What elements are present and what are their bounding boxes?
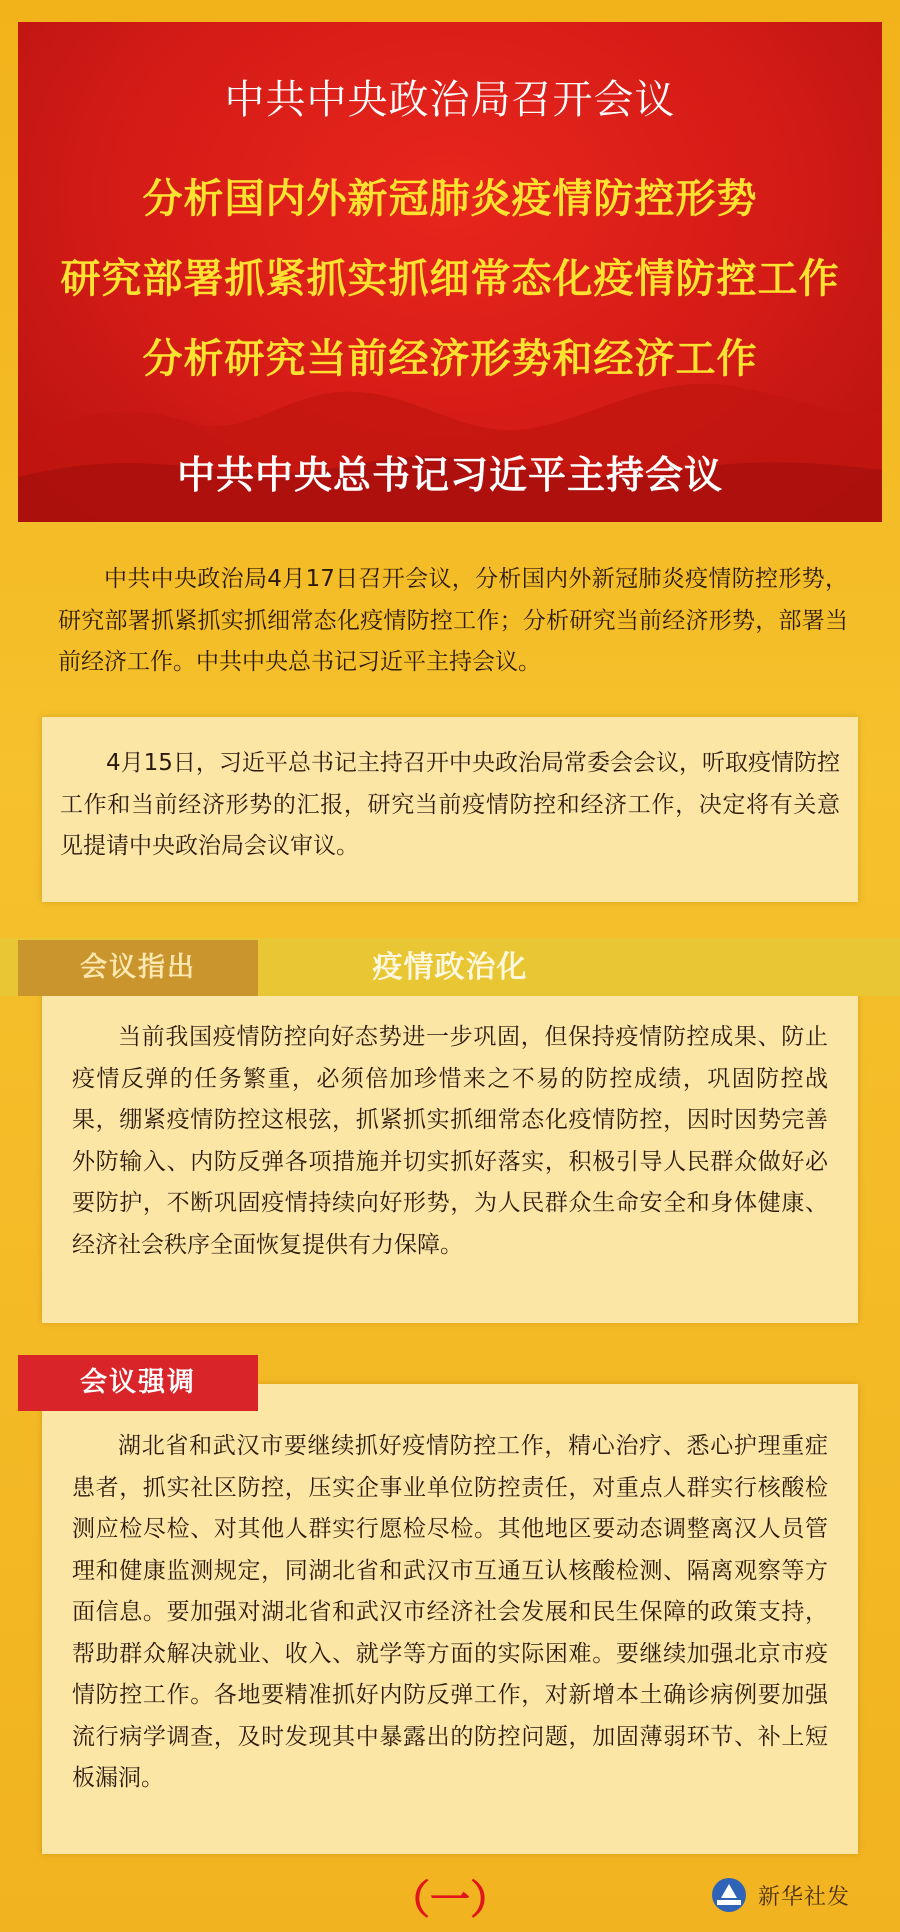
xinhua-logo-icon [712, 1878, 746, 1912]
section1-tab: 会议指出 [18, 940, 258, 996]
headline-line-3: 分析研究当前经济形势和经济工作 [142, 336, 758, 382]
intro-paragraph: 中共中央政治局4月17日召开会议，分析国内外新冠肺炎疫情防控形势，研究部署抓紧抓实抓细常态化疫情防控工作；分析研究当前经济形势，部署当前经济工作。中共中央总书记习近平主持会议。 [58, 566, 848, 675]
standing-committee-panel [42, 717, 858, 902]
headline-line-2: 研究部署抓紧抓实抓细常态化疫情防控工作 [60, 256, 840, 302]
standing-committee-text: 4月15日，习近平总书记主持召开中央政治局常委会会议，听取疫情防控工作和当前经济形势的汇报，研究当前疫情防控和经济工作，决定将有关意见提请中央政治局会议审议。 [60, 750, 840, 859]
brand-name: 新华社发 [757, 1884, 850, 1910]
section2-tab: 会议强调 [18, 1355, 258, 1411]
header-banner [18, 22, 882, 522]
section1-title: 疫情政治化 [372, 950, 528, 985]
section1-body: 当前我国疫情防控向好态势进一步巩固，但保持疫情防控成果、防止疫情反弹的任务繁重，必须倍加珍惜来之不易的防控成绩，巩固防控战果，绷紧疫情防控这根弦，抓紧抓实抓细常态化疫情防控，因时因势完善外防输入、内防反弹各项措施并切实抓好落实，积极引导人民群众做好必要防护，不断巩固疫情持续向好形势，为人民群众生命安全和身体健康、经济社会秩序全面恢复提供有力保障。 [72, 1024, 828, 1258]
section1-panel [42, 968, 858, 1323]
section2-panel [42, 1384, 858, 1854]
header-subtitle: 中共中央总书记习近平主持会议 [176, 453, 723, 497]
header-top-title: 中共中央政治局召开会议 [224, 77, 676, 123]
headline-line-1: 分析国内外新冠肺炎疫情防控形势 [142, 176, 758, 222]
brand-logo [712, 1878, 850, 1912]
section2-body: 湖北省和武汉市要继续抓好疫情防控工作，精心治疗、悉心护理重症患者，抓实社区防控，压实企事业单位防控责任，对重点人群实行核酸检测应检尽检、对其他人群实行愿检尽检。其他地区要动态调整离汉人员管理和健康监测规定，同湖北省和武汉市互通互认核酸检测、隔离观察等方面信息。要加强对湖北省和武汉市经济社会发展和民生保障的政策支持，帮助群众解决就业、收入、就学等方面的实际困难。要继续加强北京市疫情防控工作。各地要精准抓好内防反弹工作，对新增本土确诊病例要加强流行病学调查，及时发现其中暴露出的防控问题，加固薄弱环节、补上短板漏洞。 [72, 1433, 828, 1791]
part-number: （一） [390, 1877, 510, 1923]
